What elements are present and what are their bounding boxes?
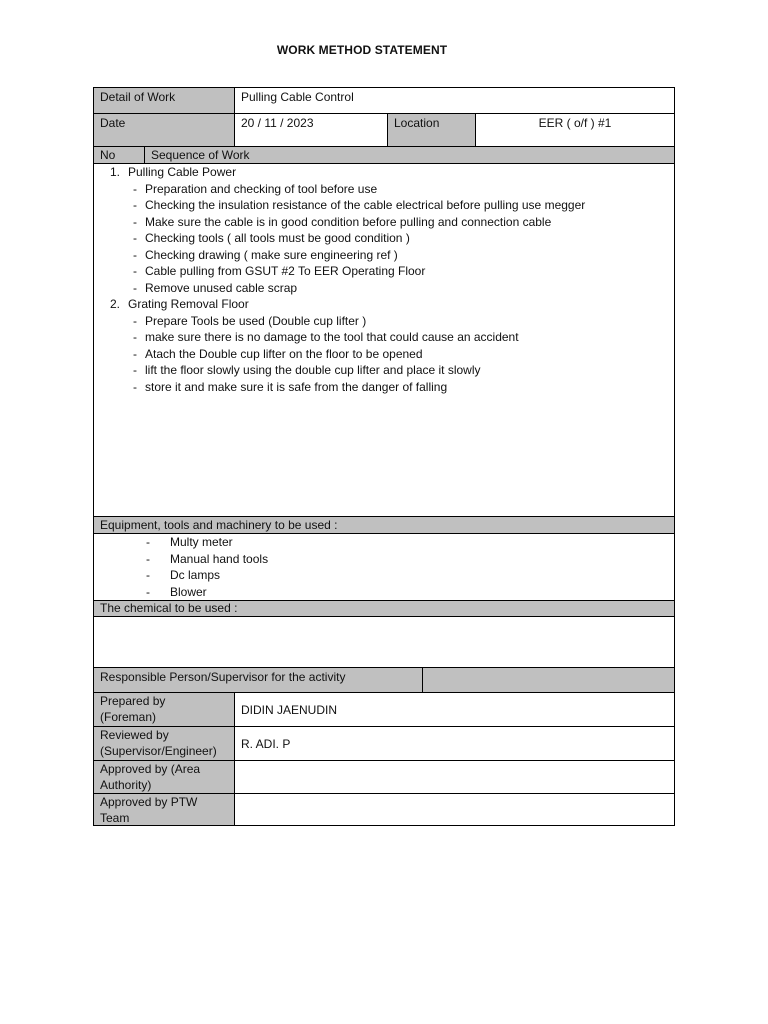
sequence-content	[93, 163, 675, 517]
list-item: - Manual hand tools	[146, 551, 269, 566]
list-item: - Checking tools ( all tools must be good condition )	[133, 231, 410, 245]
list-item: - Cable pulling from GSUT #2 To EER Operating Floor	[133, 264, 426, 278]
signoff-role: Approved by PTW Team	[94, 794, 234, 825]
list-item: - Dc lamps	[146, 568, 221, 582]
detail-value: Pulling Cable Control	[241, 90, 354, 104]
list-item: - make sure there is no damage to the tool that could cause an accident	[133, 330, 519, 344]
chemical-header	[93, 600, 675, 617]
list-item: - Preparation and checking of tool before use	[133, 181, 378, 196]
list-item: - Atach the Double cup lifter on the floor to be opened	[133, 346, 423, 361]
signoff-role: Reviewed by (Supervisor/Engineer)	[94, 727, 234, 760]
signoff-name: DIDIN JAENUDIN	[241, 703, 338, 717]
equipment-header	[93, 516, 675, 534]
list-item: - Remove unused cable scrap	[133, 280, 298, 295]
equipment-list	[93, 533, 675, 601]
list-item: - Checking drawing ( make sure engineering ref )	[133, 247, 398, 262]
chemical-content	[93, 616, 675, 668]
list-item: - Prepare Tools be used (Double cup lifter )	[133, 313, 367, 328]
date-label: Date	[94, 114, 235, 146]
list-item: - Multy meter	[146, 535, 233, 549]
section-2	[94, 296, 674, 395]
section-title: Pulling Cable Power	[128, 165, 237, 179]
detail-label: Detail of Work	[94, 88, 235, 113]
date-value: 20 / 11 / 2023	[241, 116, 314, 130]
no-label: No	[100, 148, 116, 162]
signoff-role: Approved by (Area Authority)	[94, 761, 234, 793]
responsible-label: Responsible Person/Supervisor for the activity	[100, 670, 346, 684]
signoff-name: R. ADI. P	[241, 737, 291, 751]
responsible-header	[93, 667, 675, 693]
location-value: EER ( o/f ) #1	[538, 116, 612, 130]
signoff-name	[235, 769, 673, 789]
date-location-row	[93, 113, 675, 147]
location-label: Location	[388, 114, 475, 146]
list-item: - lift the floor slowly using the double cup lifter and place it slowly	[133, 363, 481, 377]
section-1	[94, 164, 674, 296]
section-number: 1.	[110, 165, 121, 179]
list-item: - Blower	[146, 584, 207, 599]
list-item: - store it and make sure it is safe from the danger of falling	[133, 379, 448, 394]
section-title: Grating Removal Floor	[128, 297, 249, 311]
list-item: - Checking the insulation resistance of the cable electrical before pulling use megger	[133, 198, 586, 212]
section-number: 2.	[110, 297, 121, 311]
signoff-table	[93, 692, 675, 826]
chemical-label: The chemical to be used :	[100, 601, 238, 615]
signoff-role: Prepared by (Foreman)	[94, 693, 234, 726]
equipment-label: Equipment, tools and machinery to be used :	[100, 518, 338, 532]
sequence-label: Sequence of Work	[151, 148, 250, 162]
document-title: WORK METHOD STATEMENT	[276, 43, 448, 57]
sequence-header-row	[93, 146, 675, 164]
list-item: - Make sure the cable is in good condition before pulling and connection cable	[133, 214, 552, 229]
detail-row	[93, 87, 675, 114]
signoff-name	[235, 802, 673, 822]
